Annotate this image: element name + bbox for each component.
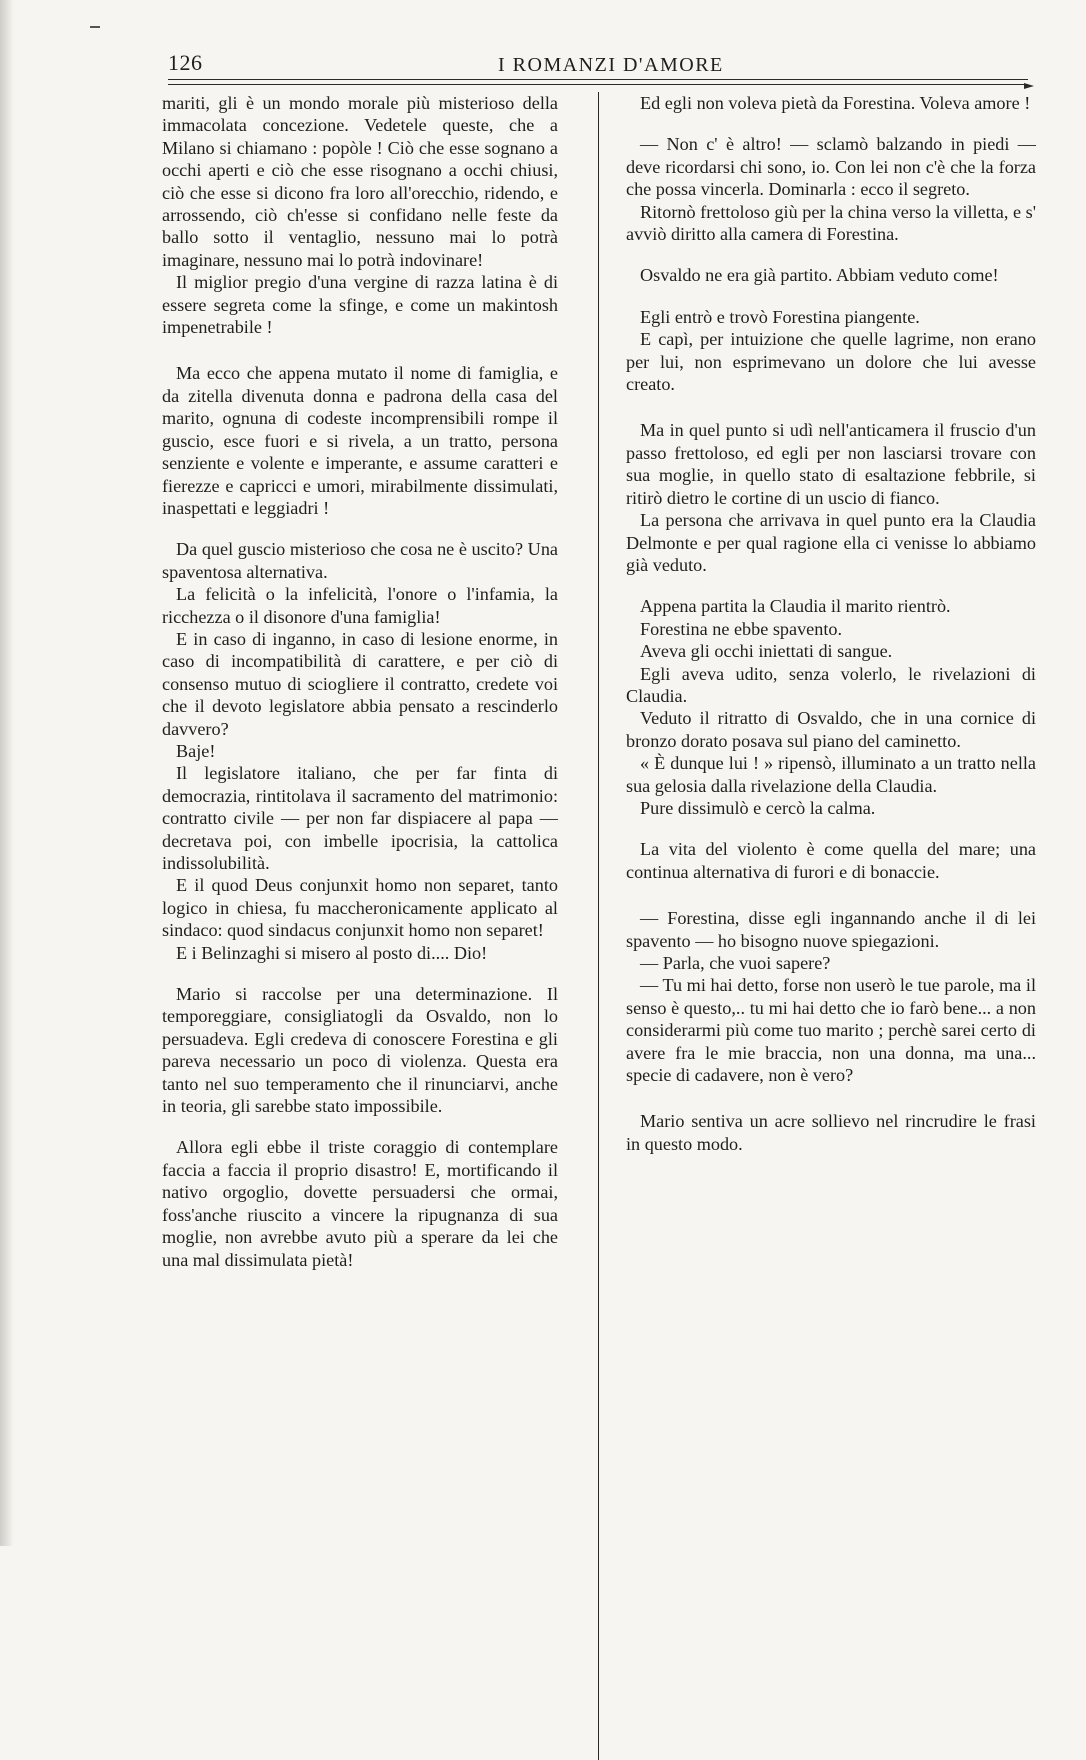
paragraph: E in caso di inganno, in caso di lesione enorme, in caso di incompatibilità di carattere, e per ciò di consenso mutuo di sciogliere il contratto, credete voi che il devoto legislatore abbia pensato a rescinderlo davvero? [162, 628, 558, 739]
left-column [162, 92, 558, 1271]
running-title: I ROMANZI D'AMORE [498, 54, 724, 76]
paragraph: Allora egli ebbe il triste coraggio di contemplare faccia a faccia il proprio disastro! E, mortificando il nativo orgoglio, dovette persuadersi che ormai, foss'anche riuscito a vincere la ripugnanza di sua moglie, non avrebbe avuto più a sperare da lei che una mal dissimulata pietà! [162, 1137, 558, 1270]
print-speck [90, 26, 100, 28]
column-divider [598, 92, 599, 1760]
paragraph: La vita del violento è come quella del mare; una continua alternativa di furori e di bonaccie. [626, 839, 1036, 882]
page-header [168, 50, 1038, 80]
paragraph: Ed egli non voleva pietà da Forestina. Voleva amore ! [640, 93, 1031, 113]
paragraph: — Forestina, disse egli ingannando anche il di lei spavento — ho bisogno nuove spiegazioni. [626, 908, 1036, 951]
header-rule [168, 79, 1028, 80]
paragraph: Ma in quel punto si udì nell'anticamera il fruscio d'un passo frettoloso, ed egli per non lasciarsi trovare con sua moglie, in quello stato di esaltazione febbrile, si ritirò dietro le cortine di un uscio di fianco. [626, 420, 1036, 508]
paragraph: Mario sentiva un acre sollievo nel rincrudire le frasi in questo modo. [626, 1111, 1036, 1154]
paragraph: Appena partita la Claudia il marito rientrò. [640, 596, 951, 617]
paragraph: Da quel guscio misterioso che cosa ne è uscito? Una spaventosa alternativa. [162, 539, 558, 582]
paragraph: Mario si raccolse per una determinazione. Il temporeggiare, consigliatogli da Osvaldo, non lo persuadeva. Egli credeva di conoscere Forestina e gli pareva necessario un poco di violenza. Questa era tanto nel suo temperamento che il rinunciarvi, anche in teoria, gli sarebbe stato impossibile. [162, 984, 558, 1117]
paragraph: Il miglior pregio d'una vergine di razza latina è di essere segreta come la sfinge, e come un makintosh impenetrabile ! [162, 272, 558, 338]
paragraph: — Non c' è altro! — sclamò balzando in piedi — deve ricordarsi chi sono, io. Con lei non c'è che la forza che possa vincerla. Dominarla : ecco il segreto. [626, 134, 1036, 200]
paragraph: Egli aveva udito, senza volerlo, le rivelazioni di Claudia. [626, 663, 1036, 706]
page-edge-shadow [0, 0, 14, 1546]
paragraph: « È dunque lui ! » ripensò, illuminato a un tratto nella sua gelosia dalla rivelazione della Claudia. [626, 753, 1036, 796]
paragraph: Ritornò frettoloso giù per la china verso la villetta, e s' avviò diritto alla camera di Forestina. [626, 201, 1036, 245]
paragraph: — Tu mi hai detto, forse non userò le tue parole, ma il senso è questo,.. tu mi hai detto che io farò bene... a non considerarmi più come tuo marito ; perchè sarei certo di avere fra le mie braccia, non una donna, ma una... specie di cadavere, non è vero? [626, 975, 1036, 1086]
paragraph: — Parla, che vuoi sapere? [640, 953, 831, 973]
paragraph: Veduto il ritratto di Osvaldo, che in una cornice di bronzo dorato posava sul piano del caminetto. [626, 708, 1036, 751]
paragraph: E il quod Deus conjunxit homo non separet, tanto logico in chiesa, fu maccheronicamente applicato al sindaco: quod sindacus conjunxit homo non separet! [162, 875, 558, 941]
paragraph: Forestina ne ebbe spavento. [640, 618, 843, 639]
page-number: 126 [168, 50, 203, 75]
paragraph: mariti, gli è un mondo morale più misterioso della immacolata concezione. Vedetele queste, che a Milano si chiamano : popòle ! Ciò che esse sognano a occhi aperti e ciò che esse risognano a occhi chiusi, ciò che esse si dicono fra loro all'orecchio, ridendo, e arrossendo, ciò ch'esse si confidano nelle feste da ballo sotto il ventaglio, nessuno mai lo potrà imaginare, nessuno mai lo potrà indovinare! [162, 93, 558, 270]
paragraph: Il legislatore italiano, che per far finta di democrazia, rintitolava il sacramento del matrimonio: contratto civile — per non far dispiacere al papa — decretava poi, con imbelle ipocrisia, la cattolica indissolubilità. [162, 763, 558, 873]
paragraph: Egli entrò e trovò Forestina piangente. [640, 306, 920, 327]
right-column [626, 92, 1036, 1155]
paragraph: Osvaldo ne era già partito. Abbiam veduto come! [640, 265, 999, 286]
paragraph: Baje! [176, 740, 216, 761]
header-rule-end [1024, 83, 1034, 89]
paragraph: Pure dissimulò e cercò la calma. [640, 797, 876, 818]
paragraph: Ma ecco che appena mutato il nome di famiglia, e da zitella divenuta donna e padrona della casa del marito, ognuna di codeste incomprensibili rompe il guscio, esce fuori e si rivela, a un tratto, persona senziente e volente e imperante, e assume caratteri e fierezze e capricci e umori, mirabilmente dissimulati, inaspettati e leggiadri ! [162, 363, 558, 518]
paragraph: E i Belinzaghi si misero al posto di.... Dio! [176, 942, 488, 963]
header-rule-thin [168, 84, 1028, 85]
paragraph: Aveva gli occhi iniettati di sangue. [640, 641, 893, 662]
paragraph: La persona che arrivava in quel punto era la Claudia Delmonte e per qual ragione ella ci venisse lo abbiamo già veduto. [626, 510, 1036, 575]
paragraph: E capì, per intuizione che quelle lagrime, non erano per lui, non esprimevano un dolore che lui avesse creato. [626, 329, 1036, 395]
paragraph: La felicità o la infelicità, l'onore o l'infamia, la ricchezza o il disonore d'una famiglia! [162, 584, 558, 627]
